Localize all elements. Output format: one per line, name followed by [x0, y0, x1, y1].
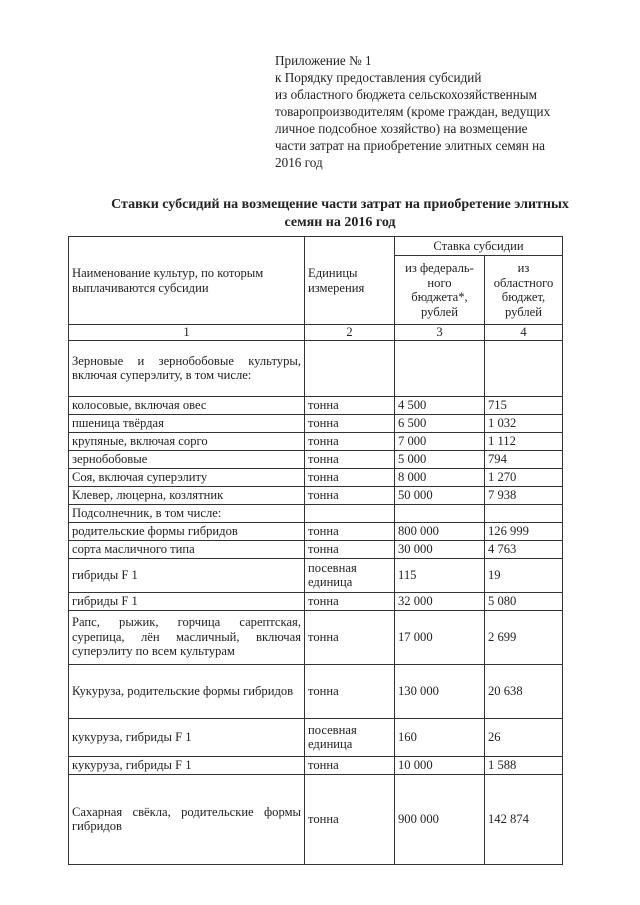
header-row	[69, 237, 563, 256]
table-row	[69, 664, 563, 718]
regional-cell: 4 763	[485, 540, 563, 558]
document-title	[80, 196, 600, 232]
table-row	[69, 774, 563, 864]
table-row	[69, 432, 563, 450]
appendix-line: Приложение № 1	[275, 53, 372, 68]
appendix-line: товаропроизводителям (кроме граждан, ведущих	[275, 104, 551, 119]
federal-cell: 4 500	[395, 396, 485, 414]
federal-cell: 17 000	[395, 610, 485, 664]
unit-cell: тонна	[305, 414, 395, 432]
table-row	[69, 756, 563, 774]
federal-cell: 50 000	[395, 486, 485, 504]
column-number: 2	[305, 325, 395, 341]
federal-cell: 800 000	[395, 522, 485, 540]
table-row	[69, 340, 563, 396]
crop-cell: Зерновые и зернобобовые культуры, включая суперэлиту, в том числе:	[69, 340, 305, 396]
federal-cell: 10 000	[395, 756, 485, 774]
regional-cell: 794	[485, 450, 563, 468]
federal-cell: 8 000	[395, 468, 485, 486]
table-row	[69, 592, 563, 610]
appendix-line: личное подсобное хозяйство) на возмещение	[275, 121, 528, 136]
table-row	[69, 468, 563, 486]
regional-cell: 19	[485, 558, 563, 592]
header-crop: Наименование культур, по которым выплачиваются субсидии	[69, 237, 305, 325]
regional-cell: 126 999	[485, 522, 563, 540]
unit-cell: тонна	[305, 450, 395, 468]
unit-cell: тонна	[305, 396, 395, 414]
regional-cell	[485, 504, 563, 522]
regional-cell: 1 588	[485, 756, 563, 774]
federal-cell: 6 500	[395, 414, 485, 432]
title-line-1: Ставки субсидий на возмещение части затрат на приобретение элитных	[111, 197, 569, 212]
regional-cell: 1 032	[485, 414, 563, 432]
unit-cell: тонна	[305, 664, 395, 718]
crop-cell: кукуруза, гибриды F 1	[69, 756, 305, 774]
table-row	[69, 558, 563, 592]
federal-cell	[395, 504, 485, 522]
federal-cell: 5 000	[395, 450, 485, 468]
column-number: 1	[69, 325, 305, 341]
crop-cell: Кукуруза, родительские формы гибридов	[69, 664, 305, 718]
table-row	[69, 450, 563, 468]
table-row	[69, 540, 563, 558]
federal-cell	[395, 340, 485, 396]
unit-cell: посевная единица	[305, 558, 395, 592]
appendix-line: из областного бюджета сельскохозяйственным	[275, 87, 537, 102]
column-number-row	[69, 325, 563, 341]
crop-cell: Сахарная свёкла, родительские формы гибридов	[69, 774, 305, 864]
header-federal: из федераль-ного бюджета*, рублей	[395, 256, 485, 325]
crop-cell: Клевер, люцерна, козлятник	[69, 486, 305, 504]
unit-cell: тонна	[305, 522, 395, 540]
unit-cell: тонна	[305, 486, 395, 504]
crop-cell: крупяные, включая сорго	[69, 432, 305, 450]
regional-cell: 715	[485, 396, 563, 414]
federal-cell: 30 000	[395, 540, 485, 558]
appendix-note	[275, 52, 595, 171]
unit-cell: тонна	[305, 774, 395, 864]
crop-cell: зернобобовые	[69, 450, 305, 468]
regional-cell	[485, 340, 563, 396]
unit-cell	[305, 340, 395, 396]
unit-cell	[305, 504, 395, 522]
unit-cell: тонна	[305, 540, 395, 558]
regional-cell: 7 938	[485, 486, 563, 504]
regional-cell: 2 699	[485, 610, 563, 664]
crop-cell: пшеница твёрдая	[69, 414, 305, 432]
federal-cell: 7 000	[395, 432, 485, 450]
federal-cell: 115	[395, 558, 485, 592]
table-row	[69, 414, 563, 432]
appendix-line: 2016 год	[275, 155, 323, 170]
table-row	[69, 504, 563, 522]
unit-cell: тонна	[305, 432, 395, 450]
table-row	[69, 610, 563, 664]
federal-cell: 130 000	[395, 664, 485, 718]
column-number: 4	[485, 325, 563, 341]
table-row	[69, 718, 563, 756]
table-row	[69, 396, 563, 414]
title-line-2: семян на 2016 год	[284, 215, 396, 230]
unit-cell: тонна	[305, 468, 395, 486]
header-regional: из областного бюджет, рублей	[485, 256, 563, 325]
crop-cell: родительские формы гибридов	[69, 522, 305, 540]
regional-cell: 142 874	[485, 774, 563, 864]
column-number: 3	[395, 325, 485, 341]
regional-cell: 20 638	[485, 664, 563, 718]
table-row	[69, 522, 563, 540]
crop-cell: кукуруза, гибриды F 1	[69, 718, 305, 756]
table-row	[69, 486, 563, 504]
crop-cell: Соя, включая суперэлиту	[69, 468, 305, 486]
regional-cell: 5 080	[485, 592, 563, 610]
crop-cell: гибриды F 1	[69, 558, 305, 592]
crop-cell: сорта масличного типа	[69, 540, 305, 558]
unit-cell: тонна	[305, 756, 395, 774]
appendix-line: к Порядку предоставления субсидий	[275, 70, 482, 85]
federal-cell: 32 000	[395, 592, 485, 610]
unit-cell: тонна	[305, 592, 395, 610]
regional-cell: 1 270	[485, 468, 563, 486]
crop-cell: Подсолнечник, в том числе:	[69, 504, 305, 522]
appendix-line: части затрат на приобретение элитных семян на	[275, 138, 545, 153]
subsidy-rates-table	[68, 236, 563, 865]
crop-cell: гибриды F 1	[69, 592, 305, 610]
crop-cell: колосовые, включая овес	[69, 396, 305, 414]
unit-cell: тонна	[305, 610, 395, 664]
header-unit: Единицы измерения	[305, 237, 395, 325]
unit-cell: посевная единица	[305, 718, 395, 756]
header-rate-group: Ставка субсидии	[395, 237, 563, 256]
regional-cell: 1 112	[485, 432, 563, 450]
crop-cell: Рапс, рыжик, горчица сарептская, сурепица, лён масличный, включая суперэлиту по всем культурам	[69, 610, 305, 664]
federal-cell: 160	[395, 718, 485, 756]
regional-cell: 26	[485, 718, 563, 756]
federal-cell: 900 000	[395, 774, 485, 864]
